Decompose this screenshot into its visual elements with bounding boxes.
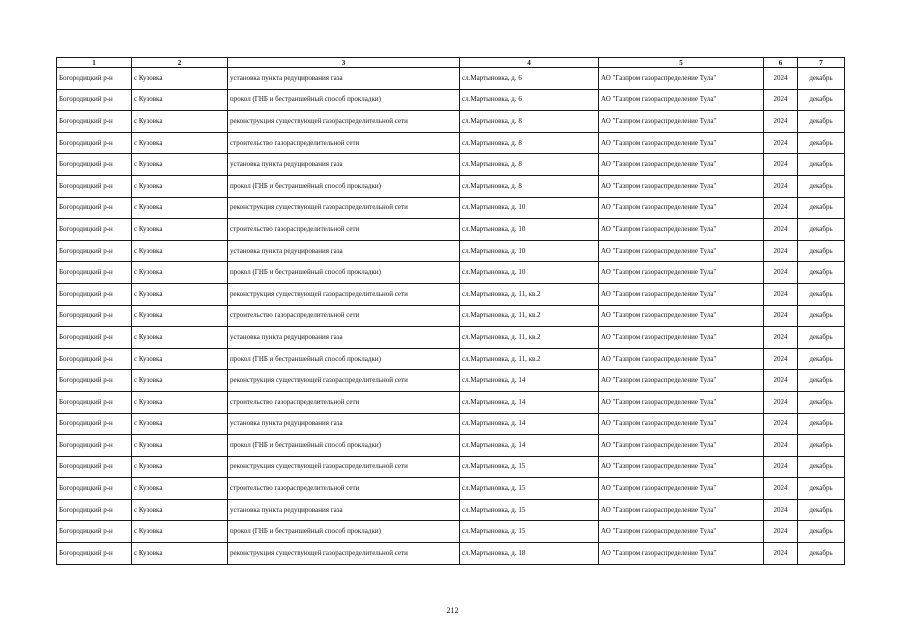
settlement-cell: с Кузовка (132, 370, 228, 392)
month-cell: декабрь (798, 370, 845, 392)
organization-cell: АО "Газпром газораспределение Тула" (599, 175, 764, 197)
organization-cell: АО "Газпром газораспределение Тула" (599, 154, 764, 176)
organization-cell: АО "Газпром газораспределение Тула" (599, 68, 764, 90)
organization-cell: АО "Газпром газораспределение Тула" (599, 305, 764, 327)
address-cell: сл.Мартыновка, д. 8 (460, 154, 599, 176)
column-header-3: 3 (228, 58, 460, 68)
settlement-cell: с Кузовка (132, 499, 228, 521)
table-body (57, 68, 845, 565)
work-type-cell: строительство газораспределительной сети (228, 305, 460, 327)
table-row (57, 283, 845, 305)
address-cell: сл.Мартыновка, д. 18 (460, 543, 599, 565)
work-type-cell: установка пункта редуцирования газа (228, 327, 460, 349)
table-row (57, 435, 845, 457)
settlement-cell: с Кузовка (132, 262, 228, 284)
address-cell: сл.Мартыновка, д. 11, кв.2 (460, 348, 599, 370)
month-cell: декабрь (798, 499, 845, 521)
organization-cell: АО "Газпром газораспределение Тула" (599, 499, 764, 521)
district-cell: Богородицкий р-н (57, 154, 132, 176)
column-header-6: 6 (764, 58, 798, 68)
address-cell: сл.Мартыновка, д. 14 (460, 435, 599, 457)
column-header-1: 1 (57, 58, 132, 68)
work-type-cell: реконструкция существующей газораспределительной сети (228, 370, 460, 392)
year-cell: 2024 (764, 262, 798, 284)
district-cell: Богородицкий р-н (57, 262, 132, 284)
address-cell: сл.Мартыновка, д. 8 (460, 111, 599, 133)
address-cell: сл.Мартыновка, д. 11, кв.2 (460, 283, 599, 305)
settlement-cell: с Кузовка (132, 283, 228, 305)
month-cell: декабрь (798, 283, 845, 305)
month-cell: декабрь (798, 175, 845, 197)
month-cell: декабрь (798, 154, 845, 176)
settlement-cell: с Кузовка (132, 478, 228, 500)
address-cell: сл.Мартыновка, д. 10 (460, 240, 599, 262)
district-cell: Богородицкий р-н (57, 197, 132, 219)
settlement-cell: с Кузовка (132, 132, 228, 154)
work-type-cell: установка пункта редуцирования газа (228, 154, 460, 176)
district-cell: Богородицкий р-н (57, 327, 132, 349)
settlement-cell: с Кузовка (132, 521, 228, 543)
district-cell: Богородицкий р-н (57, 478, 132, 500)
year-cell: 2024 (764, 413, 798, 435)
organization-cell: АО "Газпром газораспределение Тула" (599, 219, 764, 241)
address-cell: сл.Мартыновка, д. 6 (460, 89, 599, 111)
table-row (57, 499, 845, 521)
year-cell: 2024 (764, 68, 798, 90)
work-type-cell: строительство газораспределительной сети (228, 391, 460, 413)
work-type-cell: прокол (ГНБ и бестраншейный способ прокладки) (228, 521, 460, 543)
table-row (57, 370, 845, 392)
address-cell: сл.Мартыновка, д. 10 (460, 262, 599, 284)
work-type-cell: строительство газораспределительной сети (228, 478, 460, 500)
organization-cell: АО "Газпром газораспределение Тула" (599, 327, 764, 349)
organization-cell: АО "Газпром газораспределение Тула" (599, 391, 764, 413)
organization-cell: АО "Газпром газораспределение Тула" (599, 456, 764, 478)
settlement-cell: с Кузовка (132, 327, 228, 349)
month-cell: декабрь (798, 456, 845, 478)
organization-cell: АО "Газпром газораспределение Тула" (599, 197, 764, 219)
table-row (57, 111, 845, 133)
district-cell: Богородицкий р-н (57, 111, 132, 133)
settlement-cell: с Кузовка (132, 89, 228, 111)
organization-cell: АО "Газпром газораспределение Тула" (599, 413, 764, 435)
year-cell: 2024 (764, 197, 798, 219)
year-cell: 2024 (764, 219, 798, 241)
district-cell: Богородицкий р-н (57, 89, 132, 111)
settlement-cell: с Кузовка (132, 154, 228, 176)
district-cell: Богородицкий р-н (57, 305, 132, 327)
column-header-7: 7 (798, 58, 845, 68)
month-cell: декабрь (798, 413, 845, 435)
table-row (57, 305, 845, 327)
settlement-cell: с Кузовка (132, 219, 228, 241)
month-cell: декабрь (798, 391, 845, 413)
address-cell: сл.Мартыновка, д. 6 (460, 68, 599, 90)
month-cell: декабрь (798, 89, 845, 111)
organization-cell: АО "Газпром газораспределение Тула" (599, 348, 764, 370)
district-cell: Богородицкий р-н (57, 132, 132, 154)
year-cell: 2024 (764, 175, 798, 197)
settlement-cell: с Кузовка (132, 175, 228, 197)
district-cell: Богородицкий р-н (57, 413, 132, 435)
column-header-4: 4 (460, 58, 599, 68)
column-header-2: 2 (132, 58, 228, 68)
year-cell: 2024 (764, 89, 798, 111)
district-cell: Богородицкий р-н (57, 521, 132, 543)
district-cell: Богородицкий р-н (57, 435, 132, 457)
table-row (57, 478, 845, 500)
organization-cell: АО "Газпром газораспределение Тула" (599, 240, 764, 262)
table-row (57, 262, 845, 284)
year-cell: 2024 (764, 499, 798, 521)
month-cell: декабрь (798, 348, 845, 370)
month-cell: декабрь (798, 543, 845, 565)
organization-cell: АО "Газпром газораспределение Тула" (599, 132, 764, 154)
month-cell: декабрь (798, 219, 845, 241)
year-cell: 2024 (764, 435, 798, 457)
address-cell: сл.Мартыновка, д. 10 (460, 197, 599, 219)
page-number: 212 (446, 606, 459, 615)
table-row (57, 413, 845, 435)
organization-cell: АО "Газпром газораспределение Тула" (599, 111, 764, 133)
table-row (57, 175, 845, 197)
work-type-cell: прокол (ГНБ и бестраншейный способ прокладки) (228, 89, 460, 111)
year-cell: 2024 (764, 370, 798, 392)
table-row (57, 154, 845, 176)
organization-cell: АО "Газпром газораспределение Тула" (599, 283, 764, 305)
work-type-cell: установка пункта редуцирования газа (228, 68, 460, 90)
month-cell: декабрь (798, 240, 845, 262)
month-cell: декабрь (798, 435, 845, 457)
work-type-cell: установка пункта редуцирования газа (228, 499, 460, 521)
settlement-cell: с Кузовка (132, 111, 228, 133)
table-row (57, 348, 845, 370)
settlement-cell: с Кузовка (132, 197, 228, 219)
settlement-cell: с Кузовка (132, 240, 228, 262)
organization-cell: АО "Газпром газораспределение Тула" (599, 478, 764, 500)
document-table (56, 57, 845, 565)
table-row (57, 89, 845, 111)
address-cell: сл.Мартыновка, д. 8 (460, 132, 599, 154)
month-cell: декабрь (798, 132, 845, 154)
organization-cell: АО "Газпром газораспределение Тула" (599, 89, 764, 111)
table-header-row (57, 58, 845, 68)
year-cell: 2024 (764, 456, 798, 478)
work-type-cell: строительство газораспределительной сети (228, 219, 460, 241)
month-cell: декабрь (798, 68, 845, 90)
settlement-cell: с Кузовка (132, 543, 228, 565)
work-type-cell: прокол (ГНБ и бестраншейный способ прокладки) (228, 348, 460, 370)
settlement-cell: с Кузовка (132, 413, 228, 435)
organization-cell: АО "Газпром газораспределение Тула" (599, 543, 764, 565)
table-row (57, 521, 845, 543)
work-type-cell: строительство газораспределительной сети (228, 132, 460, 154)
table-row (57, 327, 845, 349)
district-cell: Богородицкий р-н (57, 283, 132, 305)
table-row (57, 391, 845, 413)
district-cell: Богородицкий р-н (57, 370, 132, 392)
table-row (57, 197, 845, 219)
year-cell: 2024 (764, 521, 798, 543)
district-cell: Богородицкий р-н (57, 391, 132, 413)
address-cell: сл.Мартыновка, д. 11, кв.2 (460, 327, 599, 349)
district-cell: Богородицкий р-н (57, 240, 132, 262)
address-cell: сл.Мартыновка, д. 15 (460, 478, 599, 500)
year-cell: 2024 (764, 283, 798, 305)
address-cell: сл.Мартыновка, д. 15 (460, 499, 599, 521)
month-cell: декабрь (798, 197, 845, 219)
work-type-cell: реконструкция существующей газораспределительной сети (228, 456, 460, 478)
year-cell: 2024 (764, 391, 798, 413)
settlement-cell: с Кузовка (132, 435, 228, 457)
work-type-cell: реконструкция существующей газораспределительной сети (228, 197, 460, 219)
month-cell: декабрь (798, 262, 845, 284)
work-type-cell: установка пункта редуцирования газа (228, 240, 460, 262)
work-type-cell: прокол (ГНБ и бестраншейный способ прокладки) (228, 262, 460, 284)
work-type-cell: установка пункта редуцирования газа (228, 413, 460, 435)
address-cell: сл.Мартыновка, д. 10 (460, 219, 599, 241)
table-row (57, 543, 845, 565)
month-cell: декабрь (798, 111, 845, 133)
settlement-cell: с Кузовка (132, 456, 228, 478)
settlement-cell: с Кузовка (132, 348, 228, 370)
month-cell: декабрь (798, 521, 845, 543)
organization-cell: АО "Газпром газораспределение Тула" (599, 370, 764, 392)
year-cell: 2024 (764, 327, 798, 349)
address-cell: сл.Мартыновка, д. 14 (460, 370, 599, 392)
district-cell: Богородицкий р-н (57, 499, 132, 521)
table-row (57, 132, 845, 154)
district-cell: Богородицкий р-н (57, 456, 132, 478)
year-cell: 2024 (764, 348, 798, 370)
work-type-cell: реконструкция существующей газораспределительной сети (228, 111, 460, 133)
year-cell: 2024 (764, 154, 798, 176)
organization-cell: АО "Газпром газораспределение Тула" (599, 262, 764, 284)
address-cell: сл.Мартыновка, д. 15 (460, 521, 599, 543)
address-cell: сл.Мартыновка, д. 8 (460, 175, 599, 197)
settlement-cell: с Кузовка (132, 391, 228, 413)
address-cell: сл.Мартыновка, д. 14 (460, 413, 599, 435)
month-cell: декабрь (798, 478, 845, 500)
table-row (57, 219, 845, 241)
month-cell: декабрь (798, 327, 845, 349)
work-type-cell: прокол (ГНБ и бестраншейный способ прокладки) (228, 435, 460, 457)
district-cell: Богородицкий р-н (57, 219, 132, 241)
year-cell: 2024 (764, 478, 798, 500)
table-row (57, 456, 845, 478)
table-row (57, 68, 845, 90)
district-cell: Богородицкий р-н (57, 543, 132, 565)
address-cell: сл.Мартыновка, д. 15 (460, 456, 599, 478)
work-type-cell: прокол (ГНБ и бестраншейный способ прокладки) (228, 175, 460, 197)
address-cell: сл.Мартыновка, д. 14 (460, 391, 599, 413)
district-cell: Богородицкий р-н (57, 348, 132, 370)
district-cell: Богородицкий р-н (57, 68, 132, 90)
address-cell: сл.Мартыновка, д. 11, кв.2 (460, 305, 599, 327)
organization-cell: АО "Газпром газораспределение Тула" (599, 521, 764, 543)
year-cell: 2024 (764, 543, 798, 565)
work-type-cell: реконструкция существующей газораспределительной сети (228, 543, 460, 565)
settlement-cell: с Кузовка (132, 305, 228, 327)
year-cell: 2024 (764, 305, 798, 327)
settlement-cell: с Кузовка (132, 68, 228, 90)
year-cell: 2024 (764, 132, 798, 154)
table-row (57, 240, 845, 262)
organization-cell: АО "Газпром газораспределение Тула" (599, 435, 764, 457)
year-cell: 2024 (764, 111, 798, 133)
month-cell: декабрь (798, 305, 845, 327)
work-type-cell: реконструкция существующей газораспределительной сети (228, 283, 460, 305)
column-header-5: 5 (599, 58, 764, 68)
district-cell: Богородицкий р-н (57, 175, 132, 197)
year-cell: 2024 (764, 240, 798, 262)
